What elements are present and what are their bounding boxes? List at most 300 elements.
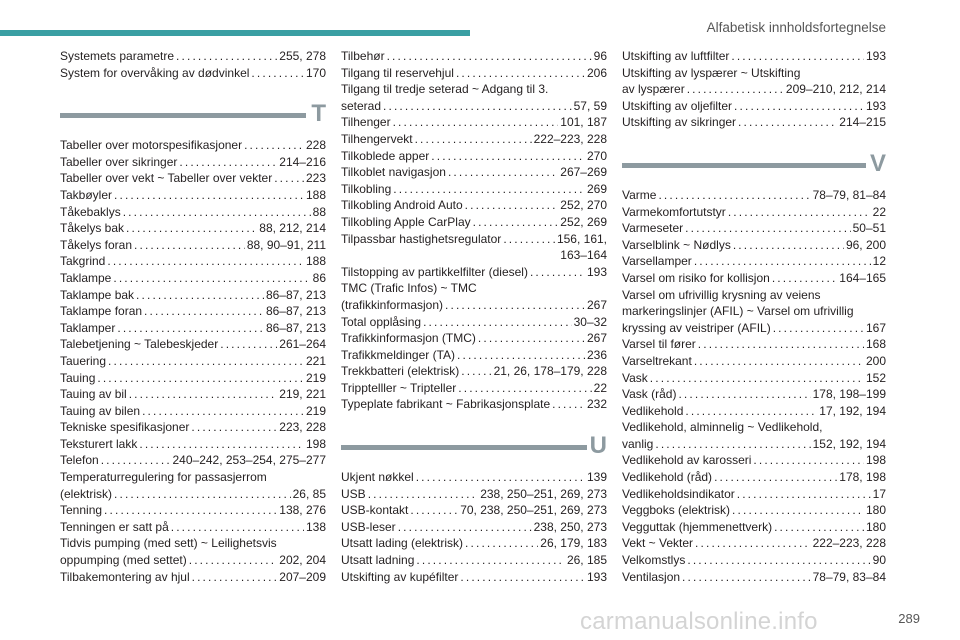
- entry-pages: 193: [865, 49, 886, 63]
- entry-line: [622, 114, 886, 131]
- entry-term: Utsatt ladning: [341, 553, 415, 568]
- dot-leader: [114, 486, 291, 503]
- entry-term: USB: [341, 486, 366, 501]
- entry-term: Tabeller over motorspesifikasjoner: [60, 138, 243, 153]
- index-entry: [341, 114, 607, 131]
- entry-pages: 198: [305, 436, 326, 451]
- dot-leader: [142, 403, 304, 420]
- entry-line: [622, 81, 886, 98]
- index-entry: [60, 403, 326, 420]
- dot-leader: [251, 65, 304, 82]
- dot-leader: [383, 98, 572, 115]
- entry-line: [60, 386, 326, 403]
- entry-pages: 78–79, 81–84: [812, 187, 886, 202]
- entry-term: Takbøyler: [60, 187, 113, 202]
- dot-leader: [431, 148, 585, 165]
- dot-leader: [117, 320, 264, 337]
- entry-pages: 221: [305, 353, 326, 368]
- index-entry: [60, 436, 326, 453]
- dot-leader: [473, 214, 559, 231]
- entry-term: Varsel om ufrivillig krysning av veiens: [622, 287, 821, 302]
- entry-term: Taklampe bak: [60, 287, 135, 302]
- entry-term: Vask: [622, 370, 648, 385]
- index-entry: [622, 452, 886, 469]
- index-entry: [341, 264, 607, 281]
- dot-leader: [415, 131, 532, 148]
- entry-pages: 86–87, 213: [265, 320, 326, 335]
- entry-line: [622, 452, 886, 469]
- dot-leader: [171, 519, 304, 536]
- entry-term: Velkomstlys: [622, 553, 686, 568]
- entry-line: [622, 353, 886, 370]
- entry-line: [341, 347, 607, 364]
- index-entry: [60, 253, 326, 270]
- index-entry: [341, 569, 607, 586]
- entry-pages: 178, 198: [839, 470, 886, 485]
- entry-line: [622, 187, 886, 204]
- dot-leader: [139, 436, 304, 453]
- entry-pages: 232: [586, 397, 607, 412]
- dot-leader: [737, 486, 871, 503]
- index-entry: [341, 231, 607, 264]
- entry-pages: 180: [865, 519, 886, 534]
- entry-term: oppumping (med settet): [60, 553, 187, 568]
- entry-pages: 178, 198–199: [812, 387, 886, 402]
- dot-leader: [104, 502, 277, 519]
- dot-leader: [734, 98, 864, 115]
- entry-term: Utsatt lading (elektrisk): [341, 536, 464, 551]
- dot-leader: [274, 170, 304, 187]
- entry-pages: 255, 278: [279, 49, 326, 63]
- entry-pages: 188: [305, 254, 326, 269]
- index-entry: [60, 535, 326, 568]
- entry-pages: 17: [872, 486, 886, 501]
- entry-term: Ventilasjon: [622, 569, 681, 584]
- entry-line: [341, 264, 607, 281]
- index-entry: [622, 270, 886, 287]
- entry-line: [60, 48, 326, 65]
- entry-line: [622, 419, 886, 436]
- entry-term: Tauing av bilen: [60, 403, 141, 418]
- entry-term: Taklampe foran: [60, 304, 143, 319]
- index-entry: [622, 552, 886, 569]
- entry-pages: 214–216: [279, 154, 326, 169]
- index-entry: [341, 48, 607, 65]
- section-rule: [60, 113, 306, 118]
- index-entry: [622, 486, 886, 503]
- index-entry: [622, 187, 886, 204]
- dot-leader: [423, 314, 572, 331]
- entry-line: [341, 148, 607, 165]
- section-letter: U: [589, 432, 607, 460]
- entry-term: Utskifting av kupéfilter: [341, 569, 459, 584]
- entry-line: [622, 98, 886, 115]
- index-entry: [341, 148, 607, 165]
- dot-leader: [733, 237, 844, 254]
- index-entry: [60, 65, 326, 82]
- entry-term: Taklamper: [60, 320, 116, 335]
- watermark: carmanualsonline.info: [580, 608, 818, 635]
- entry-line: [341, 535, 607, 552]
- dot-leader: [685, 403, 817, 420]
- entry-term: USB-kontakt: [341, 503, 409, 518]
- entry-term: vanlig: [622, 436, 654, 451]
- dot-leader: [731, 48, 864, 65]
- index-entry: [60, 502, 326, 519]
- dot-leader: [530, 264, 585, 281]
- entry-line: [341, 164, 607, 181]
- entry-line: [341, 519, 607, 536]
- entry-pages: 238, 250–251, 269, 273: [480, 486, 607, 501]
- entry-pages: 70, 238, 250–251, 269, 273: [460, 503, 607, 518]
- entry-line: [622, 552, 886, 569]
- dot-leader: [456, 65, 585, 82]
- index-entry: [622, 114, 886, 131]
- dot-leader: [685, 220, 850, 237]
- index-entry: [341, 330, 607, 347]
- entry-term: Varselblink ~ Nødlys: [622, 237, 731, 252]
- index-entry: [341, 519, 607, 536]
- entry-term: Tilhengervekt: [341, 131, 413, 146]
- dot-leader: [682, 569, 811, 586]
- index-entry: [341, 131, 607, 148]
- entry-line: [341, 314, 607, 331]
- entry-line: [60, 154, 326, 171]
- entry-pages: 57, 59: [573, 98, 607, 113]
- entry-pages: 152, 192, 194: [812, 436, 886, 451]
- entry-pages: 206: [586, 65, 607, 80]
- dot-leader: [101, 452, 171, 469]
- entry-term: Utskifting av luftfilter: [622, 49, 730, 63]
- entry-line: [341, 396, 607, 413]
- index-entry: [60, 48, 326, 65]
- entry-term: Tenningen er satt på: [60, 519, 169, 534]
- dot-leader: [687, 552, 870, 569]
- entry-pages: 223, 228: [279, 420, 326, 435]
- entry-term: av lyspærer: [622, 82, 685, 97]
- index-entry: [60, 237, 326, 254]
- dot-leader: [393, 114, 559, 131]
- index-entry: [60, 569, 326, 586]
- entry-line: [622, 220, 886, 237]
- entry-pages: 193: [865, 98, 886, 113]
- entry-term: Tilkoblede apper: [341, 148, 430, 163]
- dot-leader: [410, 502, 458, 519]
- entry-pages: 261–264: [279, 337, 326, 352]
- dot-leader: [416, 469, 585, 486]
- index-entry: [60, 204, 326, 221]
- entry-term: Tåkelys foran: [60, 237, 133, 252]
- dot-leader: [774, 519, 864, 536]
- entry-term: Veggboks (elektrisk): [622, 503, 731, 518]
- index-entry: [622, 469, 886, 486]
- dot-leader: [461, 363, 491, 380]
- entry-line: [60, 137, 326, 154]
- dot-leader: [753, 452, 864, 469]
- entry-pages: 26, 179, 183: [540, 536, 607, 551]
- index-entry: [60, 154, 326, 171]
- entry-term: Tilbakemontering av hjul: [60, 569, 190, 584]
- entry-line: [60, 535, 326, 552]
- entry-pages: 236: [586, 347, 607, 362]
- index-entry: [341, 197, 607, 214]
- index-entry: [60, 469, 326, 502]
- index-column-2: [341, 48, 607, 585]
- entry-line: [622, 48, 886, 65]
- dot-leader: [695, 535, 811, 552]
- entry-pages: 86–87, 213: [265, 304, 326, 319]
- dot-leader: [244, 137, 304, 154]
- dot-leader: [136, 287, 264, 304]
- section-rule: [341, 445, 587, 450]
- entry-pages: 200: [865, 353, 886, 368]
- section-letter: T: [311, 100, 326, 128]
- index-entry: [60, 452, 326, 469]
- dot-leader: [457, 347, 585, 364]
- index-entry: [341, 214, 607, 231]
- entry-pages: 22: [872, 204, 886, 219]
- section-header: [60, 101, 326, 137]
- entry-term: System for overvåking av dødvinkel: [60, 65, 250, 80]
- entry-term: Vedlikehold, alminnelig ~ Vedlikehold,: [622, 420, 823, 435]
- index-entry: [622, 220, 886, 237]
- header-accent-bar: [0, 30, 470, 36]
- dot-leader: [728, 204, 871, 221]
- entry-pages: 207–209: [279, 569, 326, 584]
- index-entry: [622, 287, 886, 337]
- dot-leader: [176, 48, 277, 65]
- dot-leader: [129, 386, 278, 403]
- index-entry: [622, 569, 886, 586]
- entry-line: [622, 569, 886, 586]
- index-entry: [341, 181, 607, 198]
- dot-leader: [738, 114, 837, 131]
- entry-line: [622, 486, 886, 503]
- dot-leader: [220, 336, 277, 353]
- entry-line: [341, 280, 607, 297]
- entry-line: [60, 170, 326, 187]
- entry-line: [60, 336, 326, 353]
- entry-term: Tilgang til reservehjul: [341, 65, 454, 80]
- dot-leader: [678, 386, 810, 403]
- entry-pages: 170: [305, 65, 326, 80]
- entry-line: [622, 535, 886, 552]
- page-number: 289: [898, 611, 920, 626]
- index-entry: [60, 170, 326, 187]
- entry-term: Tilkoblet navigasjon: [341, 165, 446, 180]
- entry-term: Tekniske spesifikasjoner: [60, 420, 190, 435]
- entry-term: Total opplåsing: [341, 314, 422, 329]
- index-entry: [622, 519, 886, 536]
- entry-line: [341, 486, 607, 503]
- entry-term: seterad: [341, 98, 382, 113]
- entry-line: [60, 270, 326, 287]
- dot-leader: [552, 396, 585, 413]
- index-entry: [622, 403, 886, 420]
- entry-line: [622, 303, 886, 320]
- dot-leader: [503, 231, 555, 248]
- dot-leader: [368, 486, 479, 503]
- entry-line: [341, 65, 607, 82]
- dot-leader: [107, 253, 304, 270]
- dot-leader: [445, 297, 585, 314]
- entry-term: USB-leser: [341, 519, 396, 534]
- index-entry: [60, 303, 326, 320]
- dot-leader: [698, 336, 864, 353]
- dot-leader: [126, 220, 257, 237]
- entry-term: Vask (råd): [622, 387, 677, 402]
- entry-line: [60, 403, 326, 420]
- entry-term: Tilkobling Apple CarPlay: [341, 214, 471, 229]
- index-entry: [622, 65, 886, 98]
- dot-leader: [650, 370, 864, 387]
- entry-term: Varme: [622, 187, 657, 202]
- index-entry: [60, 419, 326, 436]
- entry-pages: 78–79, 83–84: [812, 569, 886, 584]
- entry-term: Tilgang til tredje seterad ~ Adgang til 3.: [341, 82, 549, 97]
- entry-pages: 152: [865, 370, 886, 385]
- entry-term: Tilkobling Android Auto: [341, 198, 463, 213]
- entry-term: Teksturert lakk: [60, 436, 138, 451]
- entry-page-continuation: 163–164: [560, 248, 607, 263]
- entry-line: [622, 469, 886, 486]
- index-entry: [622, 386, 886, 403]
- entry-term: Telefon: [60, 453, 99, 468]
- entry-line: [60, 65, 326, 82]
- entry-line: [341, 48, 607, 65]
- entry-pages: 88, 90–91, 211: [246, 237, 326, 252]
- entry-term: kryssing av veistriper (AFIL): [622, 320, 771, 335]
- dot-leader: [448, 164, 558, 181]
- index-entry: [341, 502, 607, 519]
- entry-term: Tilhenger: [341, 115, 391, 130]
- entry-line: [622, 204, 886, 221]
- entry-pages: 188: [305, 187, 326, 202]
- entry-term: Vedlikehold (råd): [622, 470, 713, 485]
- entry-line: [60, 370, 326, 387]
- entry-pages: 12: [872, 254, 886, 269]
- dot-leader: [108, 353, 304, 370]
- dot-leader: [460, 569, 585, 586]
- entry-line: [60, 237, 326, 254]
- entry-pages: 17, 192, 194: [819, 403, 886, 418]
- entry-pages: 156, 161,: [556, 231, 607, 246]
- dot-leader: [458, 380, 591, 397]
- entry-term: Utskifting av sikringer: [622, 115, 737, 130]
- entry-term: Ukjent nøkkel: [341, 470, 414, 485]
- entry-pages: 164–165: [839, 270, 886, 285]
- dot-leader: [192, 569, 278, 586]
- dot-leader: [134, 237, 245, 254]
- entry-pages: 198: [865, 453, 886, 468]
- section-header: [341, 433, 607, 469]
- entry-term: Trafikkmeldinger (TA): [341, 347, 456, 362]
- entry-pages: 139: [586, 470, 607, 485]
- entry-term: Trafikkinformasjon (TMC): [341, 331, 476, 346]
- dot-leader: [655, 436, 810, 453]
- entry-term: Tauering: [60, 353, 107, 368]
- entry-term: Utskifting av lyspærer ~ Utskifting: [622, 65, 801, 80]
- entry-term: Tripptelller ~ Tripteller: [341, 380, 457, 395]
- entry-pages: 252, 270: [560, 198, 607, 213]
- entry-pages: 88, 212, 214: [259, 221, 326, 236]
- dot-leader: [694, 353, 864, 370]
- index-entry: [60, 220, 326, 237]
- entry-pages: 270: [586, 148, 607, 163]
- index-entry: [60, 336, 326, 353]
- entry-line: [622, 370, 886, 387]
- entry-term: Tenning: [60, 503, 103, 518]
- entry-line: [60, 519, 326, 536]
- entry-term: Temperaturregulering for passasjerrom: [60, 470, 267, 485]
- entry-pages: 88: [312, 204, 326, 219]
- entry-pages: 209–210, 212, 214: [785, 82, 886, 97]
- entry-term: TMC (Trafic Infos) ~ TMC: [341, 281, 477, 296]
- entry-term: Systemets parametre: [60, 49, 175, 63]
- entry-pages: 138, 276: [279, 503, 326, 518]
- dot-leader: [714, 469, 837, 486]
- entry-pages: 168: [865, 337, 886, 352]
- entry-term: Vedlikehold av karosseri: [622, 453, 752, 468]
- entry-pages: 180: [865, 503, 886, 518]
- entry-line: [341, 98, 607, 115]
- entry-pages: 223: [305, 171, 326, 186]
- dot-leader: [772, 270, 837, 287]
- entry-line: [341, 197, 607, 214]
- entry-pages: 21, 26, 178–179, 228: [493, 364, 607, 379]
- entry-pages: 22: [593, 380, 607, 395]
- index-entry: [60, 320, 326, 337]
- dot-leader: [478, 330, 585, 347]
- entry-term: Takgrind: [60, 254, 106, 269]
- entry-term: Taklampe: [60, 270, 112, 285]
- index-entry: [622, 535, 886, 552]
- dot-leader: [113, 270, 310, 287]
- entry-line: [60, 486, 326, 503]
- index-entry: [341, 280, 607, 313]
- index-entry: [622, 502, 886, 519]
- entry-line: [60, 419, 326, 436]
- entry-line: [60, 502, 326, 519]
- entry-line: [622, 519, 886, 536]
- entry-term: Varmekomfortutstyr: [622, 204, 726, 219]
- entry-pages: 252, 269: [560, 214, 607, 229]
- entry-line: [622, 386, 886, 403]
- index-entry: [341, 164, 607, 181]
- index-column-3: [622, 48, 886, 585]
- entry-pages: 238, 250, 273: [533, 519, 607, 534]
- entry-pages: 30–32: [573, 314, 607, 329]
- index-entry: [622, 353, 886, 370]
- dot-leader: [97, 370, 304, 387]
- index-entry: [60, 519, 326, 536]
- dot-leader: [387, 48, 592, 65]
- entry-term: Tilbehør: [341, 49, 385, 63]
- entry-term: (elektrisk): [60, 486, 113, 501]
- entry-line: [341, 330, 607, 347]
- entry-pages: 90: [872, 553, 886, 568]
- entry-pages: 167: [865, 320, 886, 335]
- index-entry: [60, 386, 326, 403]
- entry-pages: 228: [305, 138, 326, 153]
- entry-term: Tilstopping av partikkelfilter (diesel): [341, 264, 528, 279]
- index-entry: [341, 380, 607, 397]
- entry-term: Tåkebaklys: [60, 204, 121, 219]
- entry-line: [60, 552, 326, 569]
- entry-pages: 219: [305, 403, 326, 418]
- dot-leader: [416, 552, 565, 569]
- entry-pages: 96: [593, 49, 607, 63]
